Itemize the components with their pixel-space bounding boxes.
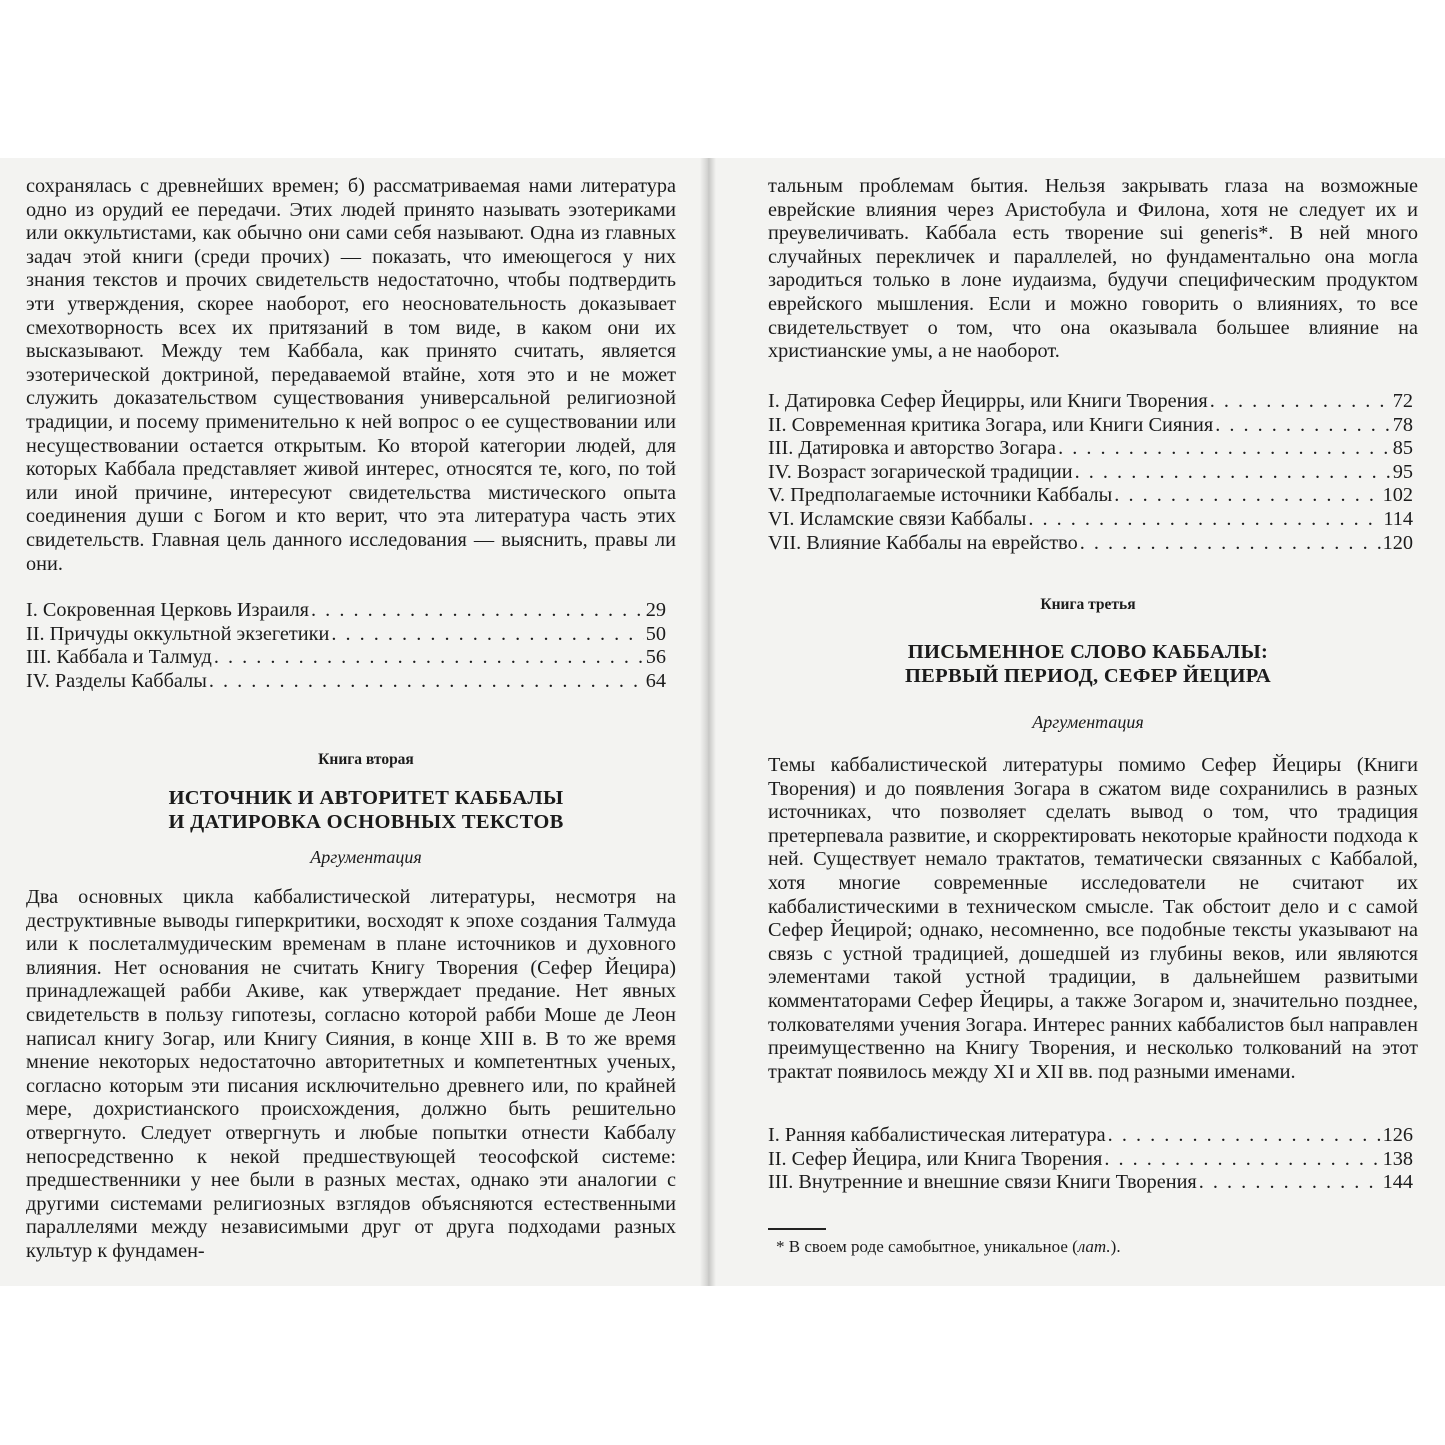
toc-entry: II. Причуды оккультной экзегетики . . . 50 [26, 623, 666, 647]
toc-entry: I. Датировка Сефер Йецирры, или Книги Творения . . . 72 [768, 390, 1413, 414]
book-label: Книга третья [1040, 596, 1136, 613]
right-intro-paragraph: тальным проблемам бытия. Нельзя закрывать глаза на возможные еврейские влияния через Аристобула и Филона, хотя не следует их и преувеличивать. Каббала есть творение sui generis*. В ней много случайных перекличек и параллелей, но фундаментально она могла зародиться только в лоне иудаизма, будучи специфическим продуктом еврейского мышления. Если и можно говорить о влияниях, то все свидетельствует о том, что она оказывала большее влияние на христианские умы, а не наоборот. [768, 175, 1418, 363]
book-label: Книга вторая [318, 751, 414, 768]
toc-entry: V. Предполагаемые источники Каббалы . . . 102 [768, 484, 1413, 508]
toc-entry: VI. Исламские связи Каббалы . . . 114 [768, 508, 1413, 532]
section-subtitle: Аргументация [310, 847, 422, 867]
toc-entry: VII. Влияние Каббалы на еврейство . . . 120 [768, 532, 1413, 556]
toc-entry: III. Внутренние и внешние связи Книги Творения . . . 144 [768, 1171, 1413, 1195]
left-intro-paragraph: сохранялась с древнейших времен; б) рассматриваемая нами литература одно из орудий ее передачи. Этих людей принято называть эзотериками или оккультистами, как обычно они сами себя называют. Одна из главных задач этой книги (среди прочих) — показать, что имеющегося у них знания текстов и прочих свидетельств недостаточно, чтобы подтвердить эти утверждения, скорее наоборот, его неосновательность доказывает смехотворность всех их притязаний в том виде, в каком они их высказывают. Между тем Каббала, как принято считать, является эзотерической доктриной, передаваемой втайне, хотя это и не может служить доказательством существования универсальной религиозной традиции, и посему применительно к ней вопрос о ее существовании или несуществовании остается открытым. Ко второй категории людей, для которых Каббала представляет живой интерес, относятся те, кого, по той или иной причине, интересуют свидетельства мистического опыта соединения души с Богом и кто верит, что эта литература часть этих свидетельств. Главная цель данного исследования — выяснить, правы ли они. [26, 175, 676, 575]
right-body-paragraph: Темы каббалистической литературы помимо Сефер Йециры (Книги Творения) и до появления Зогара в сжатом виде сохранились в разных источниках, что позволяет сделать вывод о том, что традиция претерпевала развитие, и скорректировать некоторые крайности подхода к ней. Существует немало трактатов, тематически связанных с Каббалой, хотя многие современные исследователи не считают их каббалистическими в техническом смысле. Так обстоит дело и с самой Сефер Йецирой; однако, несомненно, все подобные тексты указывают на связь с устной традицией, дошедшей из глубины веков, или являются элементами такой устной традиции, в дальнейшем развитыми комментаторами Сефер Йециры, а также Зогаром и, значительно позднее, толкователями учения Зогара. Интерес ранних каббалистов был направлен преимущественно на Книгу Творения, и несколько толкований на этот трактат появилось между XI и XII вв. под разными именами. [768, 754, 1418, 1083]
footnote-rule [768, 1228, 826, 1230]
toc-entry: III. Датировка и авторство Зогара . . . 85 [768, 437, 1413, 461]
book-title-line: ИСТОЧНИК И АВТОРИТЕТ КАББАЛЫ [168, 787, 564, 809]
book-title-line: ПИСЬМЕННОЕ СЛОВО КАББАЛЫ: [907, 641, 1269, 663]
toc-entry: I. Сокровенная Церковь Израиля . . . 29 [26, 599, 666, 623]
book-gutter [700, 158, 716, 1286]
right-contents-list-2 [768, 1124, 1413, 1195]
left-body-paragraph: Два основных цикла каббалистической литературы, несмотря на деструктивные выводы гиперкритики, восходят к эпохе создания Талмуда или к послеталмудическим временам в плане источников и духовного влияния. Нет основания не считать Книгу Творения (Сефер Йецира) принадлежащей рабби Акиве, как утверждает предание. Нет явных свидетельств в пользу гипотезы, согласно которой рабби Моше де Леон написал книгу Зогар, или Книгу Сияния, в конце XIII в. В то же время мнение некоторых недостаточно авторитетных и компетентных ученых, согласно которым эти писания исключительно древнего или, по крайней мере, дохристианского происхождения, должно быть решительно отвергнуто. Следует отвергнуть и любые попытки отнести Каббалу непосредственно к некой предшествующей теософской системе: предшественники у нее были в разных местах, однако эти аналогии с другими системами религиозных взглядов объясняются естественными параллелями между независимыми друг от друга подходами разных культур к фундамен- [26, 886, 676, 1262]
book-title-line: И ДАТИРОВКА ОСНОВНЫХ ТЕКСТОВ [168, 811, 564, 833]
book-spread [0, 158, 1445, 1286]
right-page [768, 158, 1418, 1286]
toc-entry: III. Каббала и Талмуд . . . 56 [26, 646, 666, 670]
section-subtitle: Аргументация [1032, 712, 1144, 732]
left-contents-list [26, 599, 666, 693]
toc-entry: IV. Возраст зогарической традиции . . . 95 [768, 461, 1413, 485]
toc-entry: I. Ранняя каббалистическая литература . . . 126 [768, 1124, 1413, 1148]
toc-entry: II. Современная критика Зогара, или Книги Сияния . . . 78 [768, 414, 1413, 438]
right-contents-list [768, 390, 1413, 555]
toc-entry: II. Сефер Йецира, или Книга Творения . . . 138 [768, 1148, 1413, 1172]
toc-entry: IV. Разделы Каббалы . . . 64 [26, 670, 666, 694]
left-page [26, 158, 676, 1286]
book-title-line: ПЕРВЫЙ ПЕРИОД, СЕФЕР ЙЕЦИРА [904, 665, 1272, 687]
footnote: * В своем роде самобытное, уникальное (лат.). [776, 1237, 1121, 1256]
